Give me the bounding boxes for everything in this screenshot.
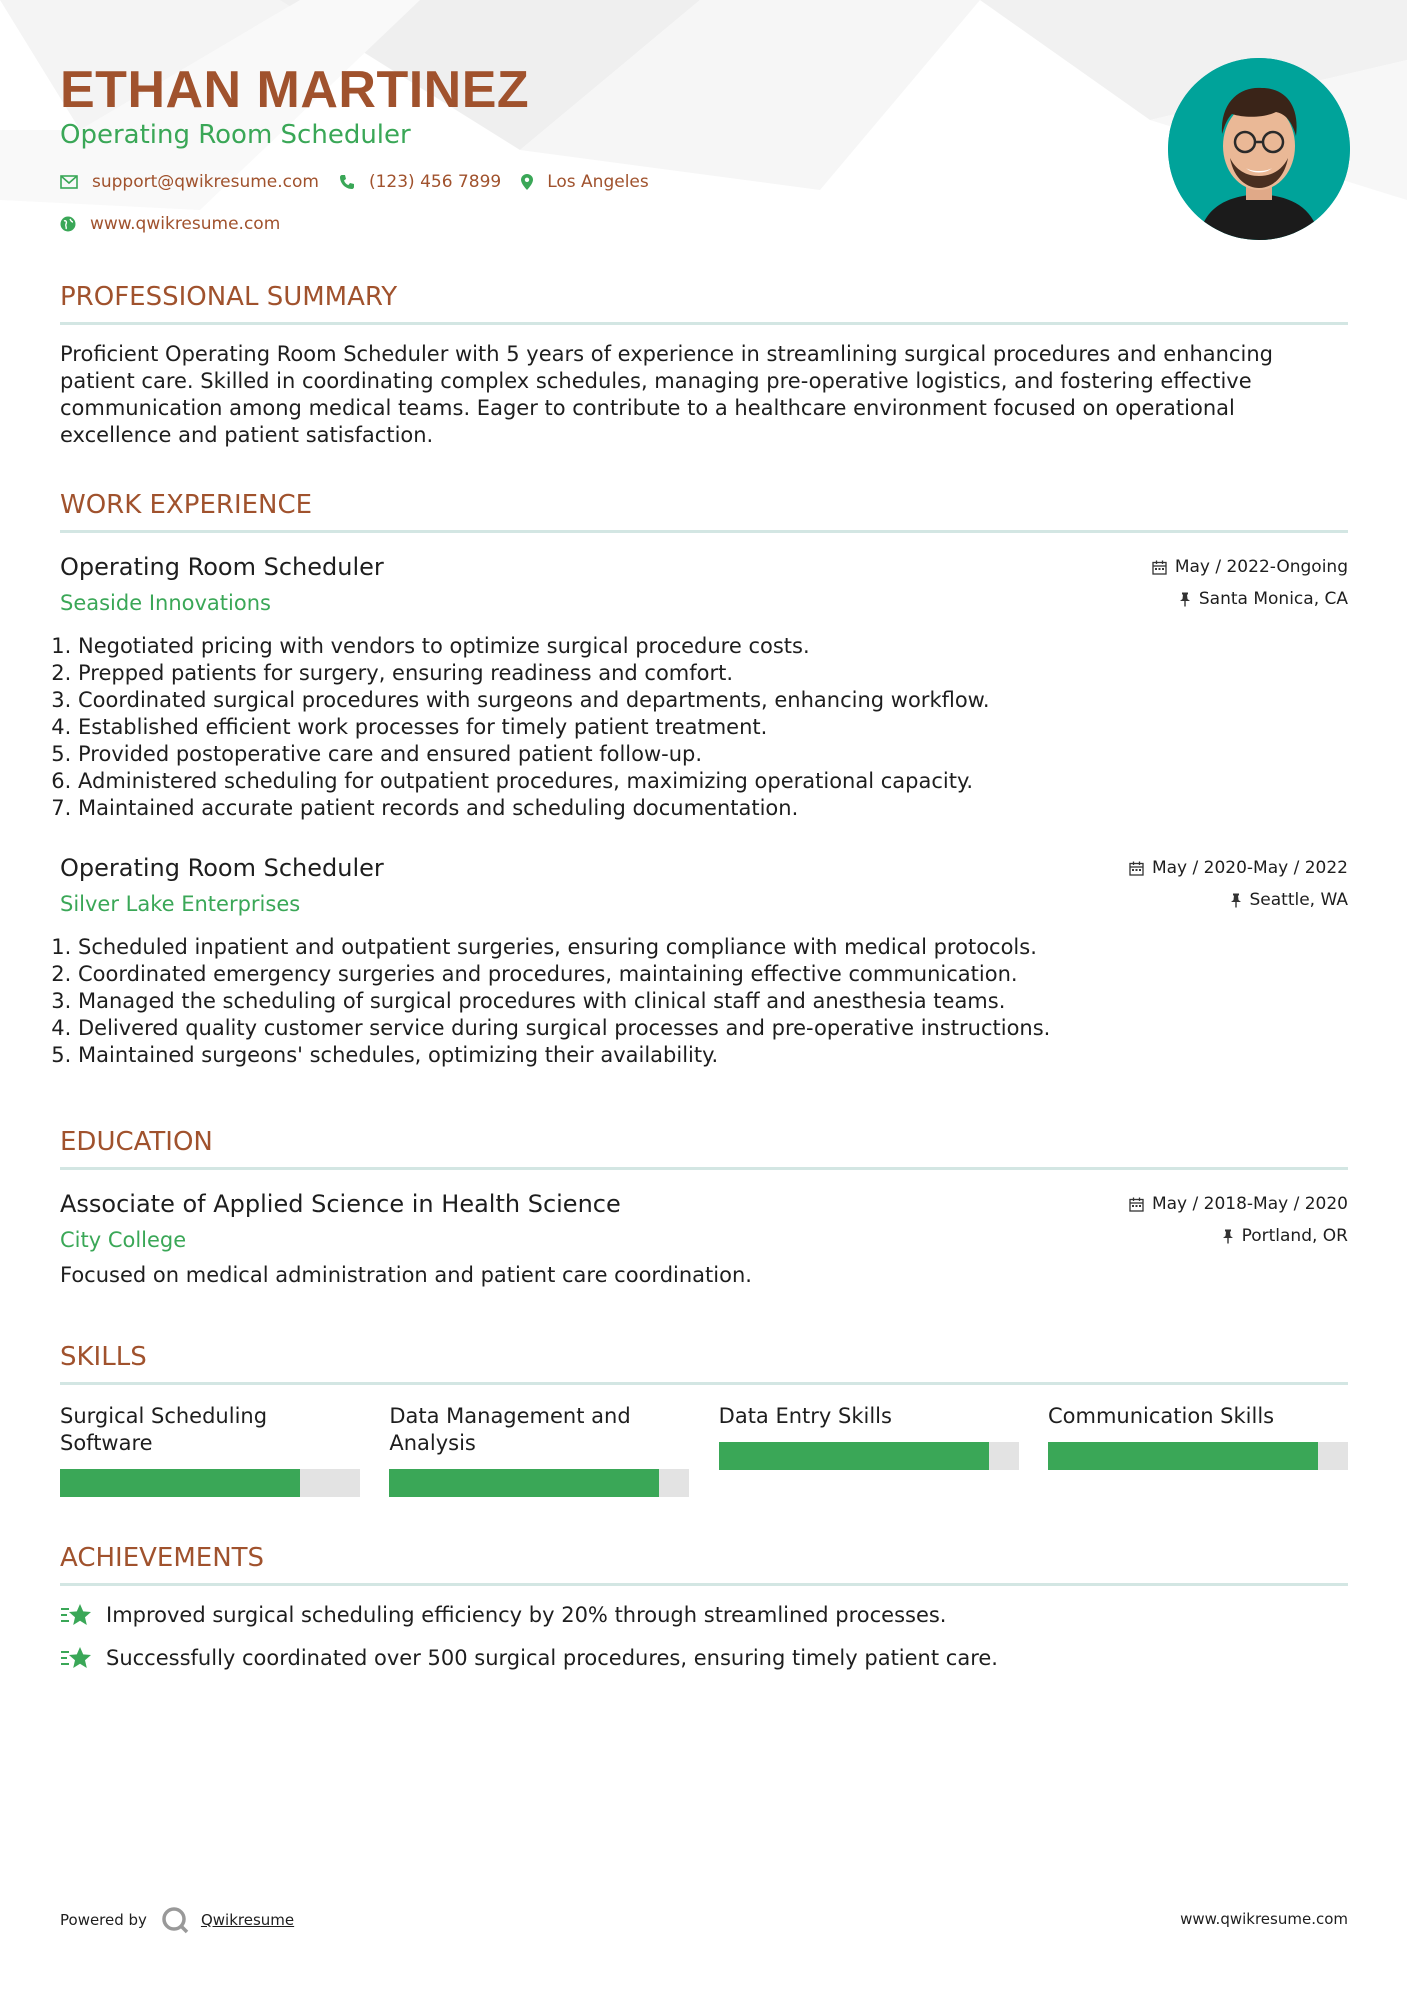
map-pin-icon <box>521 174 533 190</box>
powered-by-label: Powered by <box>60 1911 147 1929</box>
phone-text: (123) 456 7899 <box>368 172 502 192</box>
experience-heading: WORK EXPERIENCE <box>60 490 313 520</box>
education-location-text: Portland, OR <box>1241 1226 1348 1246</box>
skill-bar-fill <box>60 1469 300 1497</box>
footer <box>60 1898 1348 1934</box>
job-bullets <box>60 934 1348 1069</box>
skill-bar-track <box>719 1442 1019 1470</box>
skill-name: Data Management and Analysis <box>389 1404 631 1455</box>
job-bullets <box>60 633 1348 822</box>
skill-item <box>389 1403 689 1497</box>
list-item: 4. Established efficient work processes for timely patient treatment. <box>78 714 1348 741</box>
candidate-title: Operating Room Scheduler <box>60 120 411 150</box>
summary-text: Proficient Operating Room Scheduler with 5 years of experience in streamlining surgical procedures and enhancing patient care. Skilled in coordinating complex schedules, managing pre-operative logistics, and fostering effective communication among medical teams. Eager to contribute to a healthcare environment focused on operational excellence and patient satisfaction. <box>60 342 1273 447</box>
job-dates <box>1129 858 1348 878</box>
job-location-text: Seattle, WA <box>1249 890 1348 910</box>
job-dates-text: May / 2020-May / 2022 <box>1151 858 1348 878</box>
achievements-section <box>60 1541 1348 1672</box>
skill-bar-fill <box>389 1469 659 1497</box>
website-text: www.qwikresume.com <box>90 214 281 234</box>
experience-section <box>60 488 1348 1069</box>
skills-grid <box>60 1403 1348 1497</box>
job-role: Operating Room Scheduler <box>60 854 384 882</box>
star-badge-icon <box>60 1603 92 1629</box>
skill-bar-fill <box>719 1442 989 1470</box>
skill-item <box>1048 1403 1348 1497</box>
education-heading: EDUCATION <box>60 1127 213 1157</box>
skill-item <box>60 1403 360 1497</box>
list-item: 2. Prepped patients for surgery, ensuring readiness and comfort. <box>78 660 1348 687</box>
education-entry <box>60 1188 1348 1289</box>
list-item: 2. Coordinated emergency surgeries and procedures, maintaining effective communication. <box>78 961 1348 988</box>
section-divider <box>60 1583 1348 1586</box>
section-divider <box>60 530 1348 533</box>
calendar-icon <box>1129 861 1144 876</box>
section-divider <box>60 322 1348 325</box>
list-item: 3. Coordinated surgical procedures with surgeons and departments, enhancing workflow. <box>78 687 1348 714</box>
skill-bar-track <box>60 1469 360 1497</box>
job-dates-text: May / 2022-Ongoing <box>1174 557 1348 577</box>
footer-website[interactable]: www.qwikresume.com <box>1180 1910 1348 1928</box>
skill-name: Data Entry Skills <box>718 1404 892 1428</box>
globe-icon <box>60 216 76 232</box>
list-item: 1. Negotiated pricing with vendors to optimize surgical procedure costs. <box>78 633 1348 660</box>
job-company: Seaside Innovations <box>60 591 271 615</box>
contact-phone[interactable] <box>339 172 501 192</box>
job-company: Silver Lake Enterprises <box>60 892 301 916</box>
list-item: 5. Provided postoperative care and ensured patient follow-up. <box>78 741 1348 768</box>
summary-section <box>60 280 1348 449</box>
job-location <box>1230 890 1349 910</box>
job-location-text: Santa Monica, CA <box>1198 589 1348 609</box>
brand-link[interactable]: Qwikresume <box>200 1911 295 1929</box>
education-dates <box>1129 1194 1348 1214</box>
skill-name: Surgical Scheduling Software <box>60 1404 268 1455</box>
pushpin-icon <box>1222 1229 1234 1244</box>
job-entry <box>60 551 1348 822</box>
list-item: 1. Scheduled inpatient and outpatient surgeries, ensuring compliance with medical protocols. <box>78 934 1348 961</box>
location-text: Los Angeles <box>547 172 649 192</box>
candidate-name: ETHAN MARTINEZ <box>60 61 530 119</box>
profile-portrait <box>1168 58 1350 240</box>
list-item: 6. Administered scheduling for outpatient procedures, maximizing operational capacity. <box>78 768 1348 795</box>
achievement-text: Improved surgical scheduling efficiency by 20% through streamlined processes. <box>106 1603 947 1627</box>
contact-row <box>60 172 669 192</box>
contact-row-website <box>60 214 300 234</box>
education-dates-text: May / 2018-May / 2020 <box>1151 1194 1348 1214</box>
pushpin-icon <box>1230 893 1242 908</box>
skills-heading: SKILLS <box>60 1342 147 1372</box>
achievement-item <box>60 1645 1348 1672</box>
job-role: Operating Room Scheduler <box>60 553 384 581</box>
achievement-item <box>60 1602 1348 1629</box>
calendar-icon <box>1129 1197 1144 1212</box>
email-text: support@qwikresume.com <box>92 172 319 192</box>
summary-heading: PROFESSIONAL SUMMARY <box>60 282 398 312</box>
school-name: City College <box>60 1228 187 1252</box>
skill-item <box>719 1403 1019 1497</box>
list-item: 3. Managed the scheduling of surgical procedures with clinical staff and anesthesia teams. <box>78 988 1348 1015</box>
list-item: 5. Maintained surgeons' schedules, optimizing their availability. <box>78 1042 1348 1069</box>
profile-photo <box>1168 58 1350 240</box>
qwikresume-logo-icon <box>161 1906 189 1934</box>
skill-bar-track <box>389 1469 689 1497</box>
education-location <box>1222 1226 1348 1246</box>
contact-location <box>521 172 649 192</box>
star-badge-icon <box>60 1646 92 1672</box>
pushpin-icon <box>1179 592 1191 607</box>
job-location <box>1179 589 1348 609</box>
education-section <box>60 1125 1348 1289</box>
skill-bar-fill <box>1048 1442 1318 1470</box>
list-item: 4. Delivered quality customer service during surgical processes and pre-operative instructions. <box>78 1015 1348 1042</box>
education-description: Focused on medical administration and patient care coordination. <box>60 1263 752 1287</box>
contact-email[interactable] <box>60 172 319 192</box>
achievement-text: Successfully coordinated over 500 surgical procedures, ensuring timely patient care. <box>106 1646 998 1670</box>
skill-bar-track <box>1048 1442 1348 1470</box>
powered-by <box>60 1906 294 1934</box>
section-divider <box>60 1167 1348 1170</box>
degree-title: Associate of Applied Science in Health Science <box>60 1190 621 1218</box>
achievements-heading: ACHIEVEMENTS <box>60 1543 265 1573</box>
list-item: 7. Maintained accurate patient records and scheduling documentation. <box>78 795 1348 822</box>
section-divider <box>60 1382 1348 1385</box>
skills-section <box>60 1340 1348 1497</box>
calendar-icon <box>1152 560 1167 575</box>
envelope-icon <box>60 175 78 189</box>
job-dates <box>1152 557 1348 577</box>
phone-icon <box>339 174 355 190</box>
job-entry <box>60 852 1348 1069</box>
contact-website[interactable] <box>60 214 280 234</box>
skill-name: Communication Skills <box>1047 1404 1275 1428</box>
